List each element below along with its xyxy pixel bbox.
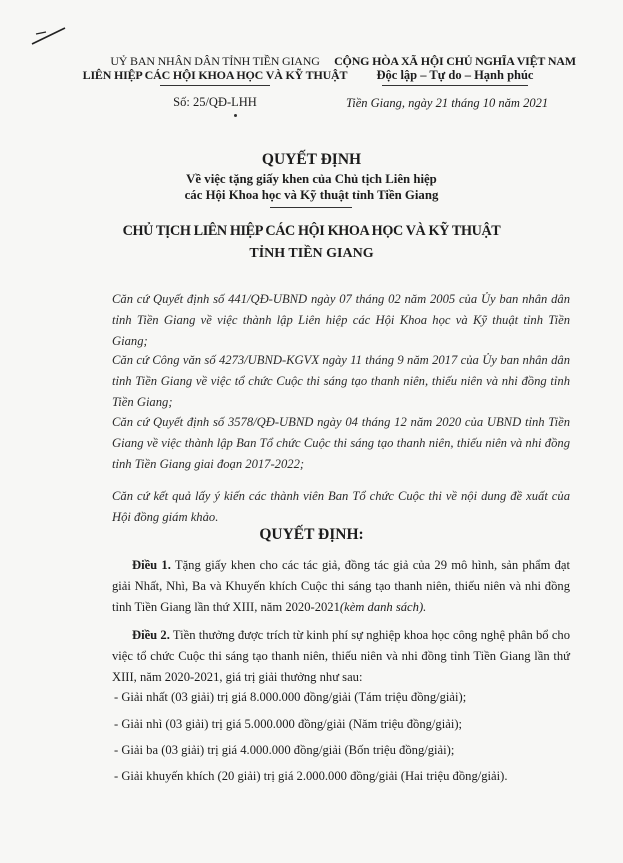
dot-mark	[234, 114, 237, 117]
authority-line1: CHỦ TỊCH LIÊN HIỆP CÁC HỘI KHOA HỌC VÀ KỸ THUẬT	[122, 223, 501, 239]
basis-paragraph-3: Căn cứ Quyết định số 3578/QĐ-UBND ngày 04 tháng 12 năm 2020 của UBND tỉnh Tiền Giang về việc thành lập Ban Tổ chức Cuộc thi sáng tạo thanh niên, thiếu niên và nhi đồng tỉnh Tiền Giang giai đoạn 2017-2022;	[112, 415, 570, 471]
agency-underline	[160, 85, 270, 86]
document-subject-line1: Về việc tặng giấy khen của Chủ tịch Liên hiệp	[186, 172, 437, 186]
article-2	[112, 625, 570, 688]
article-2-label: Điều 2.	[132, 628, 170, 642]
document-number: Số: 25/QĐ-LHH	[173, 95, 257, 109]
authority-line2: TỈNH TIỀN GIANG	[249, 246, 374, 261]
national-motto: Độc lập – Tự do – Hạnh phúc	[376, 68, 534, 82]
article-1-text: Tặng giấy khen cho các tác giả, đồng tác giả của 29 mô hình, sản phẩm đạt giải Nhất, Nhì, Ba và Khuyến khích Cuộc thi sáng tạo thanh niên, thiếu niên và nhi đồng tỉnh Tiền Giang lần thứ XIII, năm 2020-2021	[112, 558, 570, 614]
decision-heading: QUYẾT ĐỊNH:	[259, 526, 364, 543]
basis-paragraph-2: Căn cứ Công văn số 4273/UBND-KGVX ngày 11 tháng 9 năm 2017 của Ủy ban nhân dân tỉnh Tiền Giang về việc tổ chức Cuộc thi sáng tạo thanh niên, thiếu niên và nhi đồng tỉnh Tiền Giang;	[112, 353, 570, 409]
motto-underline	[382, 85, 528, 86]
basis-paragraph-1: Căn cứ Quyết định số 441/QĐ-UBND ngày 07 tháng 02 năm 2005 của Ủy ban nhân dân tỉnh Tiền Giang về việc thành lập Liên hiệp các Hội Khoa học và Kỹ thuật tỉnh Tiền Giang;	[112, 292, 570, 348]
basis-paragraph-4: Căn cứ kết quả lấy ý kiến các thành viên Ban Tổ chức Cuộc thi về nội dung đề xuất của Hội đồng giám khảo.	[112, 489, 570, 524]
prize-second: - Giải nhì (03 giải) trị giá 5.000.000 đồng/giải (Năm triệu đồng/giải);	[114, 717, 463, 731]
prize-first: - Giải nhất (03 giải) trị giá 8.000.000 đồng/giải (Tám triệu đồng/giải);	[114, 690, 467, 704]
agency-name: LIÊN HIỆP CÁC HỘI KHOA HỌC VÀ KỸ THUẬT	[82, 68, 348, 82]
prize-encouragement: - Giải khuyến khích (20 giải) trị giá 2.000.000 đồng/giải (Hai triệu đồng/giải).	[114, 769, 508, 783]
document-title: QUYẾT ĐỊNH	[261, 151, 362, 168]
pen-mark	[30, 22, 70, 48]
national-title: CỘNG HÒA XÃ HỘI CHỦ NGHĨA VIỆT NAM	[334, 54, 576, 68]
subject-underline	[270, 207, 352, 208]
prize-third: - Giải ba (03 giải) trị giá 4.000.000 đồng/giải (Bốn triệu đồng/giải);	[114, 743, 455, 757]
article-1-note: (kèm danh sách).	[339, 600, 427, 614]
document-subject-line2: các Hội Khoa học và Kỹ thuật tỉnh Tiền Giang	[184, 188, 439, 202]
article-2-text: Tiền thưởng được trích từ kinh phí sự nghiệp khoa học công nghệ phân bổ cho việc tổ chức Cuộc thi sáng tạo thanh niên, thiếu niên và nhi đồng tỉnh Tiền Giang lần thứ XIII, năm 2020-2021, giá trị giải thưởng như sau:	[112, 628, 570, 684]
agency-parent: UỶ BAN NHÂN DÂN TỈNH TIỀN GIANG	[110, 54, 320, 68]
article-1	[112, 555, 570, 618]
article-1-label: Điều 1.	[132, 558, 171, 572]
place-date: Tiền Giang, ngày 21 tháng 10 năm 2021	[346, 96, 549, 110]
